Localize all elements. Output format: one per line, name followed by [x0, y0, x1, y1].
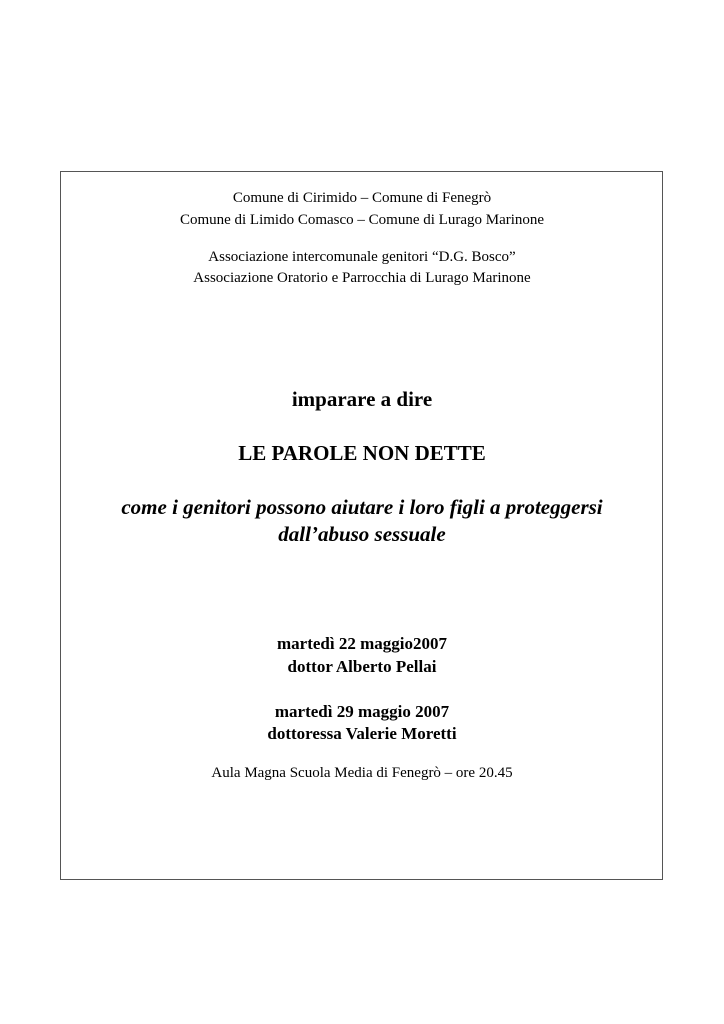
event-1-date: martedì 22 maggio2007 — [277, 634, 447, 653]
main-title: LE PAROLE NON DETTE — [238, 441, 486, 465]
subtitle-line-1: come i genitori possono aiutare i loro figli a proteggersi — [121, 495, 603, 519]
comuni-line-2: Comune di Limido Comasco – Comune di Lurago Marinone — [179, 212, 545, 228]
comuni-line-1: Comune di Cirimido – Comune di Fenegrò — [232, 190, 492, 206]
title-pre: imparare a dire — [291, 387, 433, 411]
association-line-2: Associazione Oratorio e Parrocchia di Lurago Marinone — [193, 270, 531, 286]
event-2-speaker: dottoressa Valerie Moretti — [267, 724, 457, 743]
venue-text: Aula Magna Scuola Media di Fenegrò – ore 20.45 — [211, 765, 513, 781]
subtitle-line-2: dall’abuso sessuale — [278, 522, 446, 546]
association-line-1: Associazione intercomunale genitori “D.G. Bosco” — [208, 249, 516, 265]
event-1-speaker: dottor Alberto Pellai — [287, 657, 437, 676]
event-2-date: martedì 29 maggio 2007 — [274, 702, 450, 721]
